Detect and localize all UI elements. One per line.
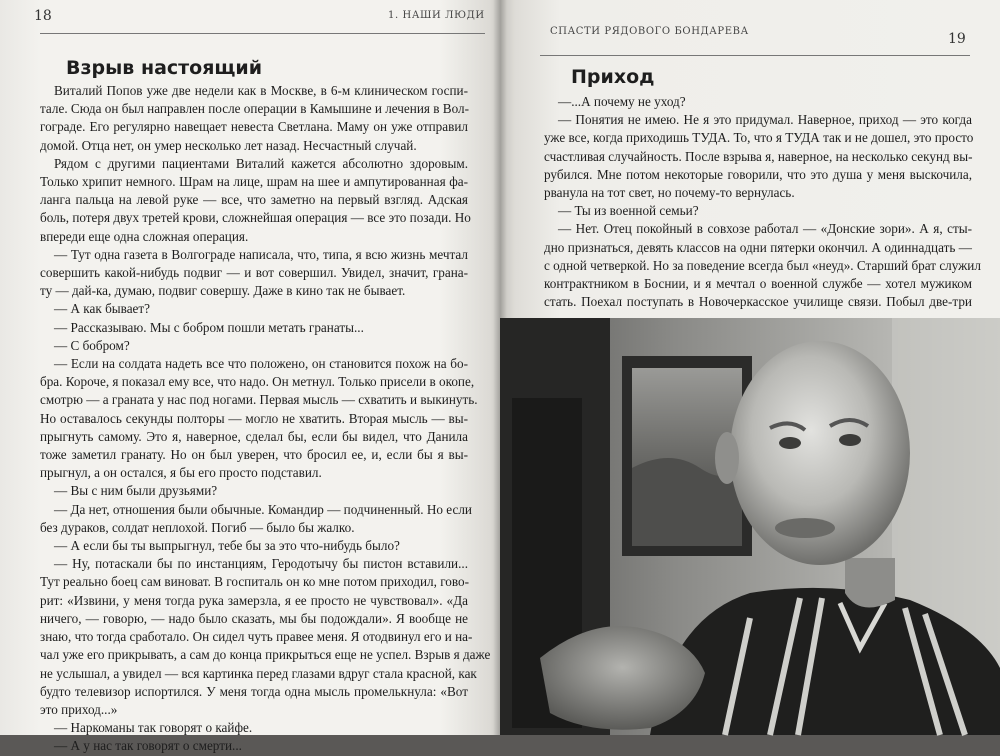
text-line: прыгнул, а он остался, я бы его просто подставил. <box>40 465 322 481</box>
text-line: без дураков, солдат неплохой. Погиб — было бы жалко. <box>40 519 355 535</box>
right-section-heading: Приход <box>571 66 655 88</box>
text-line: Виталий Попов уже две недели как в Москве, в 6-м клиническом госпи- <box>54 83 468 98</box>
text-line: Но оставалось секунды полторы — могло не хватить. Вторая мысль — вы- <box>40 410 468 426</box>
text-line: боль, потеря двух третей крови, сложнейшая операция — все это позади. Но <box>40 210 471 226</box>
text-line: смотрю — а граната у нас под ногами. Первая мысль — схватить и выкинуть. <box>40 392 478 408</box>
text-line: — Нет. Отец покойный в совхозе работал — «Донские зори». А я, сты- <box>558 221 972 237</box>
text-line: контрактником в Боснии, и я мечтал о военной службе — хотел мужиком <box>544 276 972 292</box>
text-line: знаю, что тогда сработало. Он сидел чуть правее меня. Я отодвинул его и на- <box>40 629 473 645</box>
text-line: дно признаться, девять классов на одни пятерки окончил. А одиннадцать — <box>544 239 972 255</box>
text-line: ланга пальца на левой руке — все, что заметно на первый взгляд. Адская <box>40 192 468 208</box>
photo-mouth-shadow <box>775 518 835 538</box>
right-header-rule <box>540 55 970 56</box>
text-line: уже все, когда приходишь ТУДА. То, что я ТУДА так и не дошел, это просто <box>544 130 974 146</box>
photo-ear <box>715 432 739 484</box>
text-line: это приход...» <box>40 701 118 717</box>
text-line: — А как бывает? <box>54 301 151 317</box>
text-line: — Тут одна газета в Волгограде написала, что, типа, я всю жизнь мечтал <box>54 246 468 262</box>
text-line: совершить какой-нибудь подвиг — и вот совершил. Увидел, значит, грана- <box>40 265 468 281</box>
text-line: впереди еще одна сложная операция. <box>40 228 249 244</box>
text-line: —...А почему не уход? <box>558 94 686 109</box>
text-line: тоже заметил гранату. Но он был уверен, что бросил ее, и, если бы я вы- <box>40 447 468 463</box>
left-section-heading: Взрыв настоящий <box>66 57 263 79</box>
right-body-text <box>544 93 981 311</box>
text-line: — Ты из военной семьи? <box>558 203 699 219</box>
text-line: рубился. Мне потом некоторые говорили, что это душа у меня выскочила, <box>544 166 972 182</box>
left-running-head: 1. НАШИ ЛЮДИ <box>388 10 485 21</box>
text-line: Тут реально боец сам виноват. В госпиталь он ко мне потом приходил, гово- <box>40 574 469 590</box>
photo-eye-left <box>779 437 801 449</box>
text-line: будто телевизор испортился. У меня тогда одна мысль промелькнула: «Вот <box>40 683 468 699</box>
portrait-photo-drawing <box>500 318 1000 735</box>
text-line: ту — дай-ка, думаю, подвиг совершу. Даже в кино так не бывает. <box>40 283 406 299</box>
text-line: чал уже его прикрывать, а сам до конца прикрыться еще не успел. Взрыв я даже <box>40 647 491 663</box>
left-page-number: 18 <box>34 8 52 24</box>
text-line: — Рассказываю. Мы с бобром пошли метать гранаты... <box>54 319 364 335</box>
left-header-rule <box>40 33 485 34</box>
photo-eye-right <box>839 434 861 446</box>
right-page-number: 19 <box>948 31 966 47</box>
left-page <box>0 0 500 754</box>
photo-neck <box>845 558 895 608</box>
text-line: рванула на тот свет, но почему-то вернулась. <box>544 185 795 201</box>
left-body-text <box>40 82 491 756</box>
text-line: счастливая случайность. После взрыва я, наверное, на несколько секунд вы- <box>544 148 973 164</box>
text-line: — Если на солдата надеть все что положено, он становится похож на бо- <box>54 356 468 372</box>
text-line: с одной четверкой. Но за поведение всегда был «неуд». Старший брат служил <box>544 257 981 273</box>
text-line: — Ну, потаскали бы по инстанциям, Геродотычу бы пистон вставили... <box>54 556 468 572</box>
text-line: Рядом с другими пациентами Виталий кажется абсолютно здоровым. <box>54 155 468 171</box>
text-line: — Наркоманы так говорят о кайфе. <box>54 720 253 736</box>
text-line: рит: «Извини, у меня тогда рука замерзла, я ее просто не чувствовал». «Да <box>40 592 468 608</box>
text-line: не услышал, а увидел — вся картинка перед глазами вдруг стала красной, как <box>40 665 477 681</box>
right-running-head: СПАСТИ РЯДОВОГО БОНДАРЕВА <box>550 26 749 37</box>
portrait-photo <box>500 318 1000 735</box>
text-line: ничего, — говорю, — надо было сказать, мы бы подождали». Я вообще не <box>40 610 468 626</box>
text-line: гограде. Его регулярно навещает невеста Светлана. Маму он уже отправил <box>40 119 468 135</box>
text-line: стать. Поехал поступать в Новочеркасское училище связи. Побыл две-три <box>544 294 972 310</box>
text-line: — Понятия не имею. Не я это придумал. Наверное, приход — это когда <box>558 112 972 128</box>
text-line: — Вы с ним были друзьями? <box>54 483 218 499</box>
text-line: домой. Отца нет, он умер несколько лет назад. Несчастный случай. <box>40 137 417 153</box>
text-line: — С бобром? <box>54 337 130 353</box>
text-line: — Да нет, отношения были обычные. Командир — подчиненный. Но если <box>54 501 472 517</box>
text-line: — А у нас так говорят о смерти... <box>54 738 242 754</box>
text-line: бра. Короче, я показал ему все, что надо. Он метнул. Только присели в окопе, <box>40 374 475 390</box>
text-line: — А если бы ты выпрыгнул, тебе бы за это что-нибудь было? <box>54 538 400 554</box>
text-line: тале. Сюда он был направлен после операции в Камышине и лечения в Вол- <box>40 101 469 117</box>
text-line: Только хрипит немного. Шрам на лице, шрам на шее и ампутированная фа- <box>40 174 468 190</box>
text-line: прыгнуть самому. Это я, наверное, сделал бы, если бы видел, что Данила <box>40 428 468 444</box>
